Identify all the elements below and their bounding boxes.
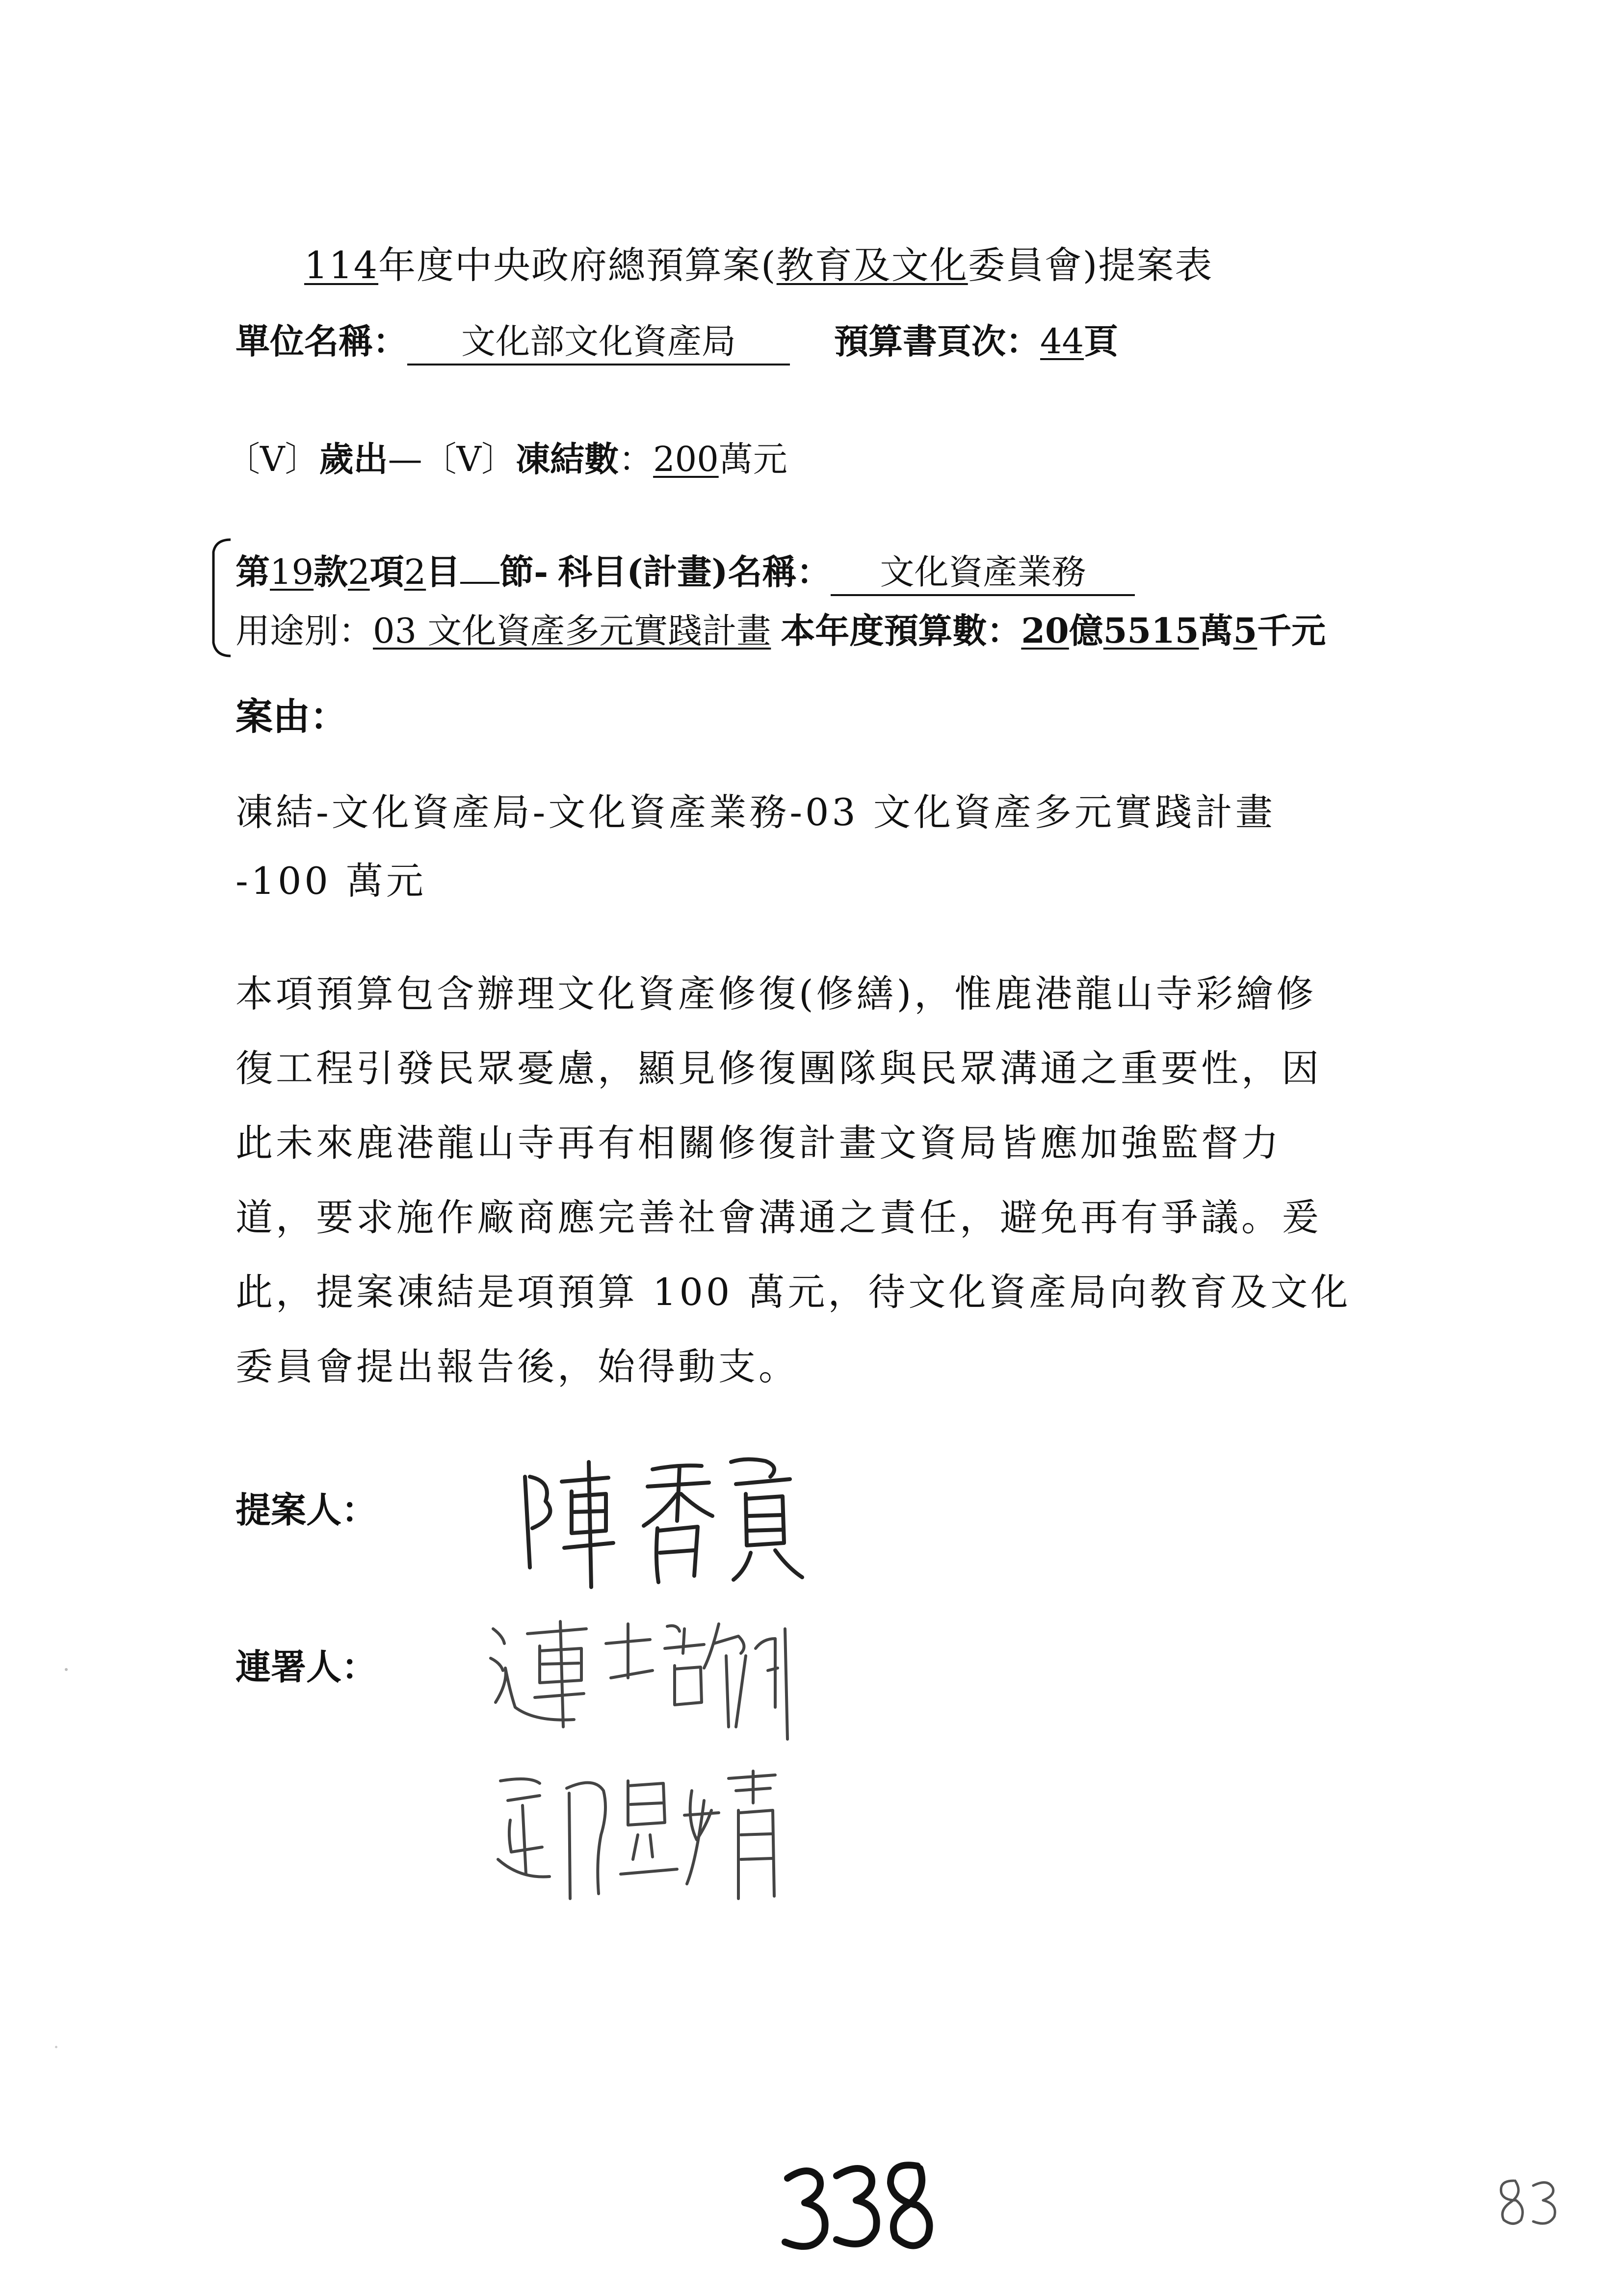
reason-label: 案由：: [236, 695, 347, 738]
title-year: 114: [304, 243, 379, 287]
xiang-label: 項: [369, 551, 404, 592]
body-line: 委員會提出報告後，始得動支。: [236, 1345, 799, 1388]
proposer-label: 提案人：: [236, 1489, 377, 1531]
expenditure-label: 歲出: [319, 439, 388, 479]
kuan-number: 19: [270, 552, 314, 592]
page-title: [304, 235, 1213, 289]
scan-speck: [65, 1668, 68, 1671]
page-ref-label: 預算書頁次：: [834, 321, 1040, 362]
body-line: 此未來鹿港龍山寺再有相關修復計畫文資局皆應加強監督力: [236, 1121, 1282, 1165]
title-pre: 年度中央政府總預算案(: [378, 243, 777, 287]
budget-label: 本年度預算數：: [781, 610, 1022, 651]
budget-wan-unit: 萬: [1199, 610, 1233, 651]
budget-wan: 5515: [1103, 610, 1199, 651]
proposer-signature: [515, 1447, 819, 1594]
freeze-amount: 200: [653, 439, 719, 479]
body-paragraph: [236, 957, 1351, 1404]
cosigner-signature-2: [481, 1761, 824, 1908]
mu-label: 目: [426, 551, 461, 592]
expenditure-checkbox: 〔V〕: [226, 439, 319, 479]
xiang-number: 2: [348, 552, 370, 592]
item-bracket: [206, 537, 236, 660]
budget-yi: 20: [1021, 610, 1069, 651]
mu-number: 2: [404, 552, 426, 592]
body-line: 本項預算包含辦理文化資產修復(修繕)，惟鹿港龍山寺彩繪修: [236, 972, 1317, 1016]
title-post: 委員會)提案表: [968, 243, 1213, 287]
subject-label: 科目(計畫)名稱：: [558, 551, 831, 592]
body-line: 此，提案凍結是項預算 100 萬元，待文化資產局向教育及文化: [236, 1270, 1351, 1314]
di-label: 第: [236, 551, 270, 592]
title-committee: 教育及文化: [776, 243, 968, 287]
item-row-subject: [236, 545, 1135, 596]
subject-value: 文化資產業務: [880, 552, 1086, 592]
freeze-label: 凍結數: [516, 439, 619, 479]
page-ref-value: 44: [1040, 321, 1084, 362]
freeze-dash: —: [388, 439, 422, 479]
page-ref-suffix: 頁: [1084, 321, 1119, 362]
budget-qian-unit: 千元: [1257, 610, 1326, 651]
cosigner-label: 連署人：: [236, 1646, 377, 1688]
freeze-checkbox: 〔V〕: [422, 439, 516, 479]
budget-yi-unit: 億: [1069, 610, 1103, 651]
use-value: 03 文化資產多元實踐計畫: [373, 611, 771, 651]
budget-qian: 5: [1233, 610, 1257, 651]
scan-speck: [55, 2046, 57, 2048]
unit-value: 文化部文化資產局: [461, 321, 736, 362]
corner-page-number: [1492, 2173, 1570, 2232]
item-row-use: [236, 603, 1326, 653]
freeze-row: [226, 432, 787, 481]
freeze-colon: ：: [619, 439, 654, 479]
handwritten-page-number: [770, 2149, 947, 2267]
jie-blank: [460, 551, 499, 584]
unit-label: 單位名稱：: [236, 321, 407, 362]
body-line: 道，要求施作廠商應完善社會溝通之責任，避免再有爭議。爰: [236, 1196, 1322, 1239]
use-label: 用途別：: [236, 611, 373, 651]
kuan-label: 款: [314, 551, 348, 592]
unit-value-field: [407, 314, 790, 365]
cosigner-signature-1: [481, 1609, 824, 1751]
freeze-summary-line-2: -100 萬元: [236, 859, 426, 903]
unit-row: [236, 314, 1118, 365]
freeze-summary-line-1: 凍結-文化資產局-文化資產業務-03 文化資產多元實踐計畫: [236, 790, 1276, 834]
jie-label: 節-: [499, 551, 549, 592]
subject-value-field: [831, 545, 1135, 596]
freeze-unit: 萬元: [718, 439, 787, 479]
body-line: 復工程引發民眾憂慮，顯見修復團隊與民眾溝通之重要性，因: [236, 1046, 1322, 1090]
